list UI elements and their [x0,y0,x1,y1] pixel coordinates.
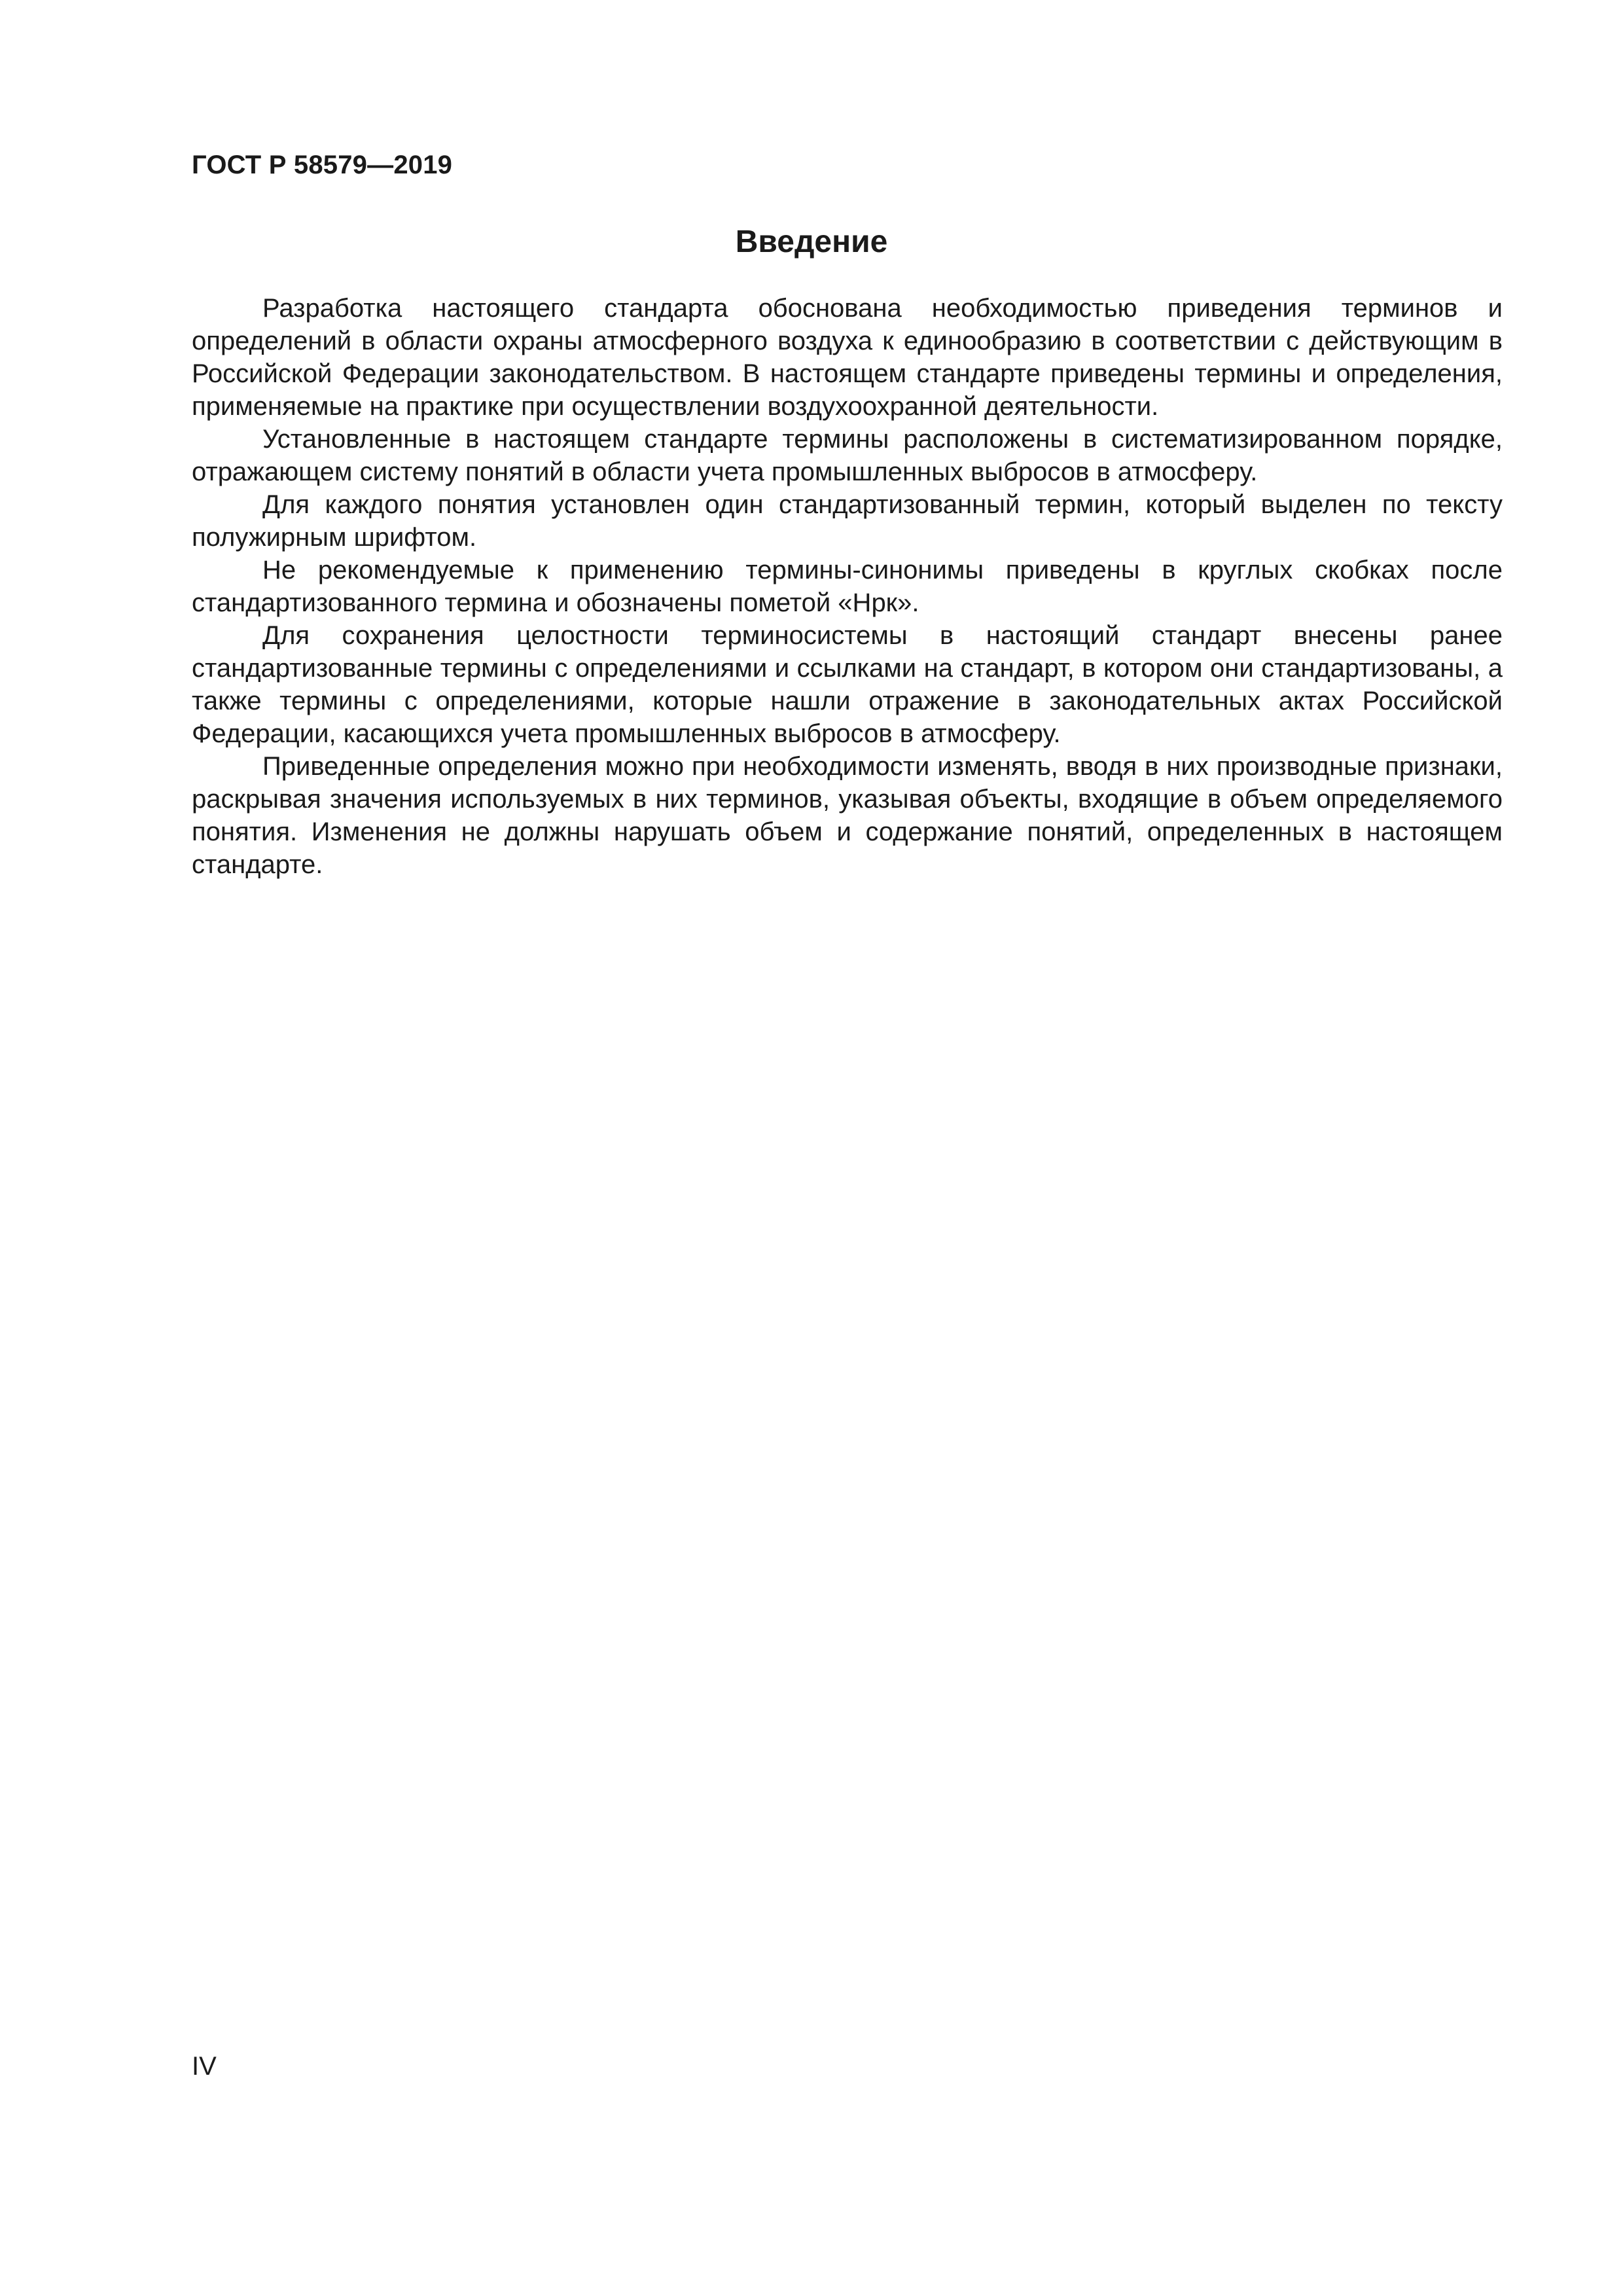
paragraph-3: Для каждого понятия установлен один стандартизованный термин, который выделен по тексту полужирным шрифтом. [192,490,1503,552]
section-title: Введение [735,224,888,259]
introduction-body [192,292,1503,881]
page-number: IV [192,2052,217,2081]
paragraph-1: Разработка настоящего стандарта обоснована необходимостью приведения терминов и определений в области охраны атмосферного воздуха к единообразию в соответствии с действующим в Российской Федерации законодательством. В настоящем стандарте приведены термины и определения, применяемые на практике при осуществлении воздухоохранной деятельности. [192,294,1503,421]
paragraph-4: Не рекомендуемые к применению термины-синонимы приведены в круглых скобках после стандартизованного термина и обозначены пометой «Нрк». [192,556,1503,617]
paragraph-5: Для сохранения целостности терминосистемы в настоящий стандарт внесены ранее стандартизованные термины с определениями и ссылками на стандарт, в котором они стандартизованы, а также термины с определениями, которые нашли отражение в законодательных актах Российской Федерации, касающихся учета промышленных выбросов в атмосферу. [192,621,1503,748]
paragraph-6: Приведенные определения можно при необходимости изменять, вводя в них производные признаки, раскрывая значения используемых в них терминов, указывая объекты, входящие в объем определяемого понятия. Изменения не должны нарушать объем и содержание понятий, определенных в настоящем стандарте. [192,752,1503,879]
paragraph-2: Установленные в настоящем стандарте термины расположены в систематизированном порядке, отражающем систему понятий в области учета промышленных выбросов в атмосферу. [192,425,1503,486]
document-header-standard-id: ГОСТ Р 58579—2019 [192,151,453,179]
